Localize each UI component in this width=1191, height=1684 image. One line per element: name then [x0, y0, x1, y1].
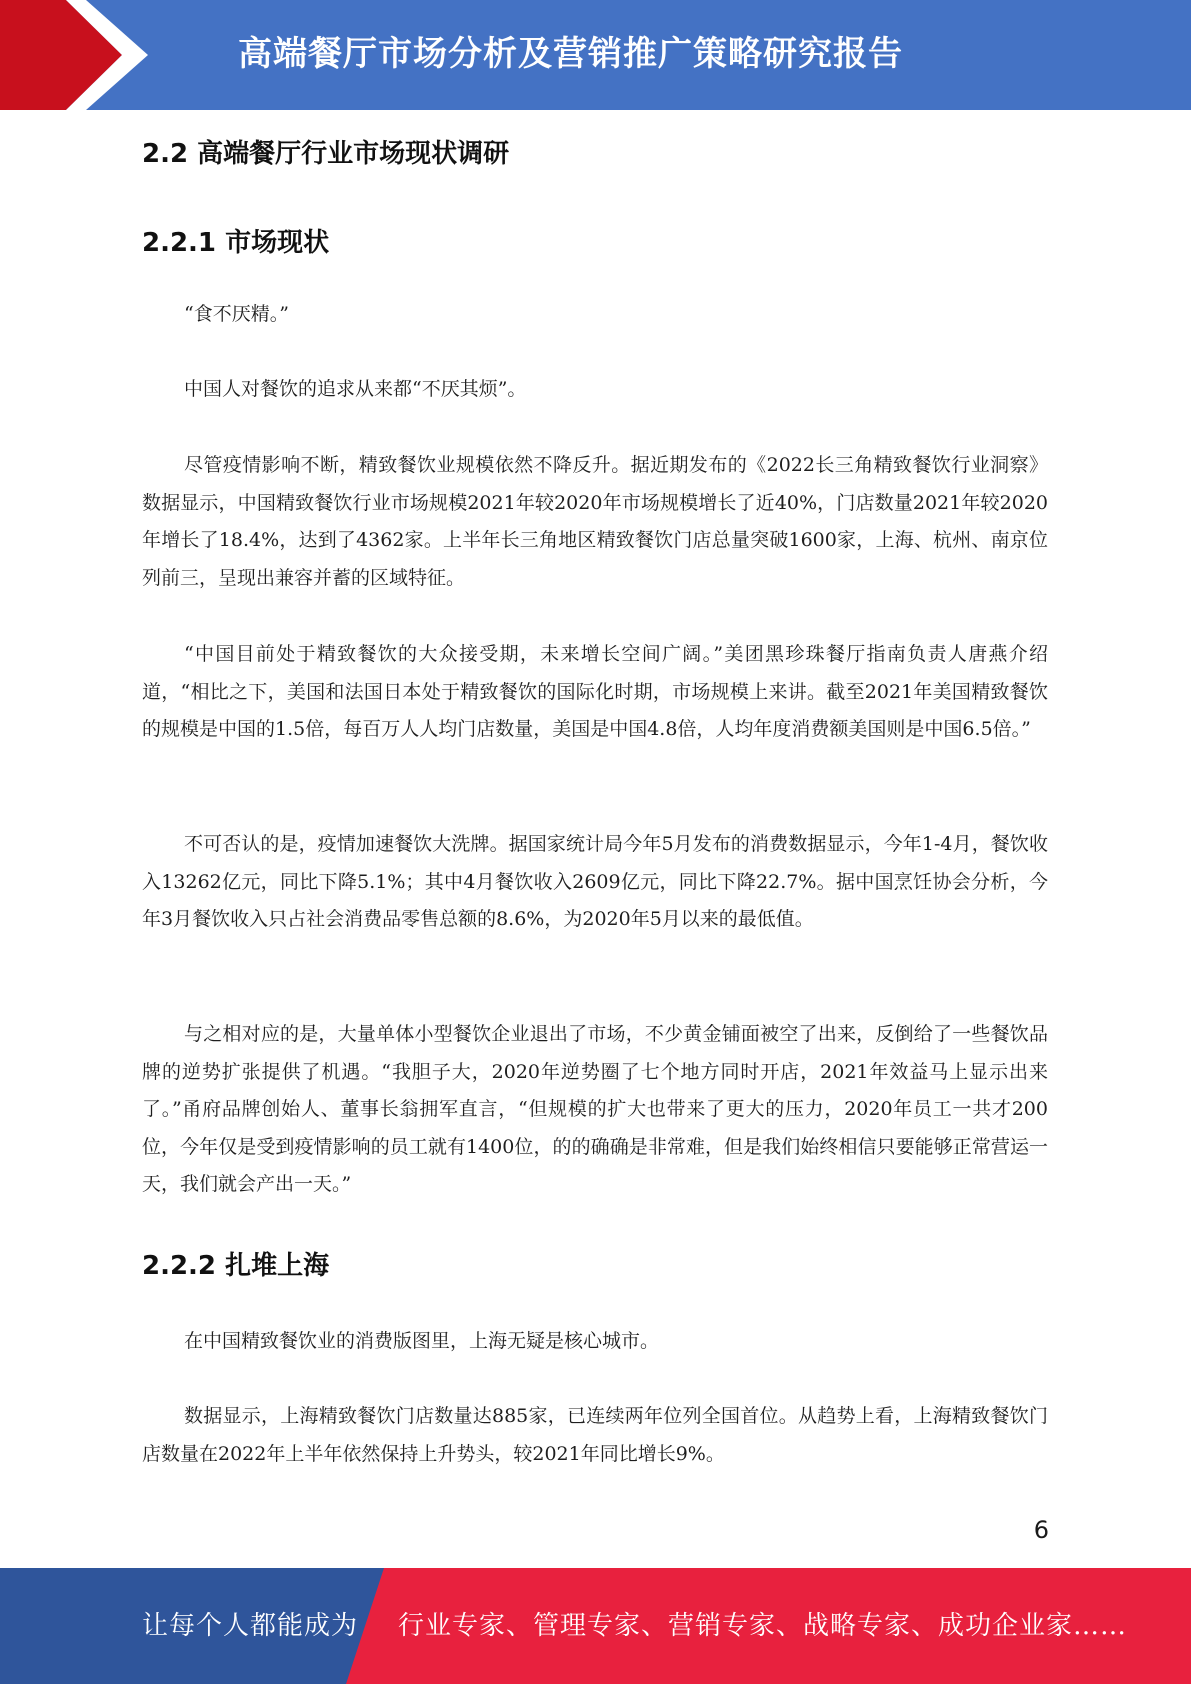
section-heading-2-2-2: 2.2.2 扎堆上海 — [142, 1251, 330, 1281]
paragraph: 在中国精致餐饮业的消费版图里，上海无疑是核心城市。 — [184, 1330, 660, 1352]
paragraph: 不可否认的是，疫情加速餐饮大洗牌。据国家统计局今年5月发布的消费数据显示，今年1-4月，餐饮收入13262亿元，同比下降5.1%；其中4月餐饮收入2609亿元，同比下降22.7%。据中国烹饪协会分析，今年3月餐饮收入只占社会消费品零售总额的8.6%，为2020年5月以来的最低值。 — [142, 833, 1048, 930]
paragraph: 尽管疫情影响不断，精致餐饮业规模依然不降反升。据近期发布的《2022长三角精致餐饮行业洞察》数据显示，中国精致餐饮行业市场规模2021年较2020年市场规模增长了近40%，门店数量2021年较2020年增长了18.4%，达到了4362家。上半年长三角地区精致餐饮门店总量突破1600家，上海、杭州、南京位列前三，呈现出兼容并蓄的区域特征。 — [142, 454, 1048, 589]
section-heading-2-2: 2.2 高端餐厅行业市场现状调研 — [142, 139, 510, 169]
section-heading-2-2-1: 2.2.1 市场现状 — [142, 228, 330, 258]
paragraph: “食不厌精。” — [184, 303, 289, 325]
paragraph: “中国目前处于精致餐饮的大众接受期，未来增长空间广阔。”美团黑珍珠餐厅指南负责人唐燕介绍道，“相比之下，美国和法国日本处于精致餐饮的国际化时期，市场规模上来讲。截至2021年美国精致餐饮的规模是中国的1.5倍，每百万人人均门店数量，美国是中国4.8倍，人均年度消费额美国则是中国6.5倍。” — [142, 643, 1048, 740]
page-number: 6 — [1033, 1516, 1049, 1544]
footer-slogan-right: 行业专家、管理专家、营销专家、战略专家、成功企业家…… — [398, 1611, 1128, 1641]
page-footer — [0, 1568, 1191, 1684]
footer-slogan-left: 让每个人都能成为 — [142, 1611, 359, 1641]
paragraph: 数据显示，上海精致餐饮门店数量达885家，已连续两年位列全国首位。从趋势上看，上海精致餐饮门店数量在2022年上半年依然保持上升势头，较2021年同比增长9%。 — [142, 1405, 1048, 1465]
report-title: 高端餐厅市场分析及营销推广策略研究报告 — [238, 34, 903, 74]
paragraph: 与之相对应的是，大量单体小型餐饮企业退出了市场，不少黄金铺面被空了出来，反倒给了一些餐饮品牌的逆势扩张提供了机遇。“我胆子大，2020年逆势圈了七个地方同时开店，2021年效益马上显示出来了。”甬府品牌创始人、董事长翁拥军直言，“但规模的扩大也带来了更大的压力，2020年员工一共才200位，今年仅是受到疫情影响的员工就有1400位，的的确确是非常难，但是我们始终相信只要能够正常营运一天，我们就会产出一天。” — [142, 1023, 1048, 1195]
page-header — [0, 0, 1191, 110]
header-chevron-graphic — [0, 0, 170, 110]
paragraph: 中国人对餐饮的追求从来都“不厌其烦”。 — [184, 378, 527, 400]
